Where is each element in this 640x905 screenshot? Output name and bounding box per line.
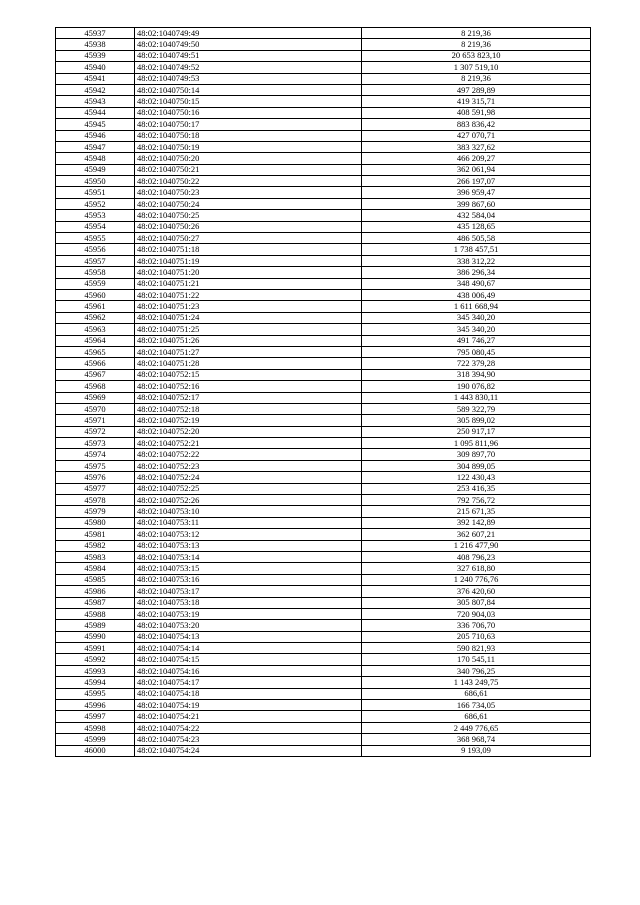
cadastral-value-cell: 1 443 830,11 <box>362 392 591 403</box>
row-number-cell: 45954 <box>56 221 135 232</box>
cadastral-value-cell: 305 899,02 <box>362 415 591 426</box>
cadastral-value-cell: 1 611 668,94 <box>362 301 591 312</box>
cadastral-value-cell: 338 312,22 <box>362 255 591 266</box>
table-row <box>56 381 591 392</box>
row-number-cell: 45979 <box>56 506 135 517</box>
cadastral-value-cell: 170 545,11 <box>362 654 591 665</box>
cadastral-value-cell: 215 671,35 <box>362 506 591 517</box>
cadastral-number-cell: 48:02:1040752:19 <box>135 415 362 426</box>
table-row <box>56 141 591 152</box>
cadastral-number-cell: 48:02:1040750:18 <box>135 130 362 141</box>
table-row <box>56 73 591 84</box>
cadastral-number-cell: 48:02:1040754:16 <box>135 665 362 676</box>
cadastral-number-cell: 48:02:1040753:18 <box>135 597 362 608</box>
row-number-cell: 45993 <box>56 665 135 676</box>
row-number-cell: 45946 <box>56 130 135 141</box>
row-number-cell: 45952 <box>56 198 135 209</box>
table-row <box>56 346 591 357</box>
cadastral-number-cell: 48:02:1040752:22 <box>135 449 362 460</box>
row-number-cell: 45955 <box>56 233 135 244</box>
table-row <box>56 665 591 676</box>
cadastral-value-cell: 318 394,90 <box>362 369 591 380</box>
table-row <box>56 620 591 631</box>
row-number-cell: 45940 <box>56 62 135 73</box>
table-row <box>56 677 591 688</box>
table-row <box>56 176 591 187</box>
row-number-cell: 45996 <box>56 700 135 711</box>
cadastral-value-cell: 362 061,94 <box>362 164 591 175</box>
cadastral-value-cell: 686,61 <box>362 711 591 722</box>
cadastral-number-cell: 48:02:1040753:13 <box>135 540 362 551</box>
row-number-cell: 45995 <box>56 688 135 699</box>
cadastral-value-cell: 253 416,35 <box>362 483 591 494</box>
cadastral-value-cell: 1 143 249,75 <box>362 677 591 688</box>
cadastral-number-cell: 48:02:1040750:14 <box>135 84 362 95</box>
cadastral-value-cell: 336 706,70 <box>362 620 591 631</box>
table-row <box>56 358 591 369</box>
table-row <box>56 289 591 300</box>
table-row <box>56 187 591 198</box>
cadastral-value-cell: 122 430,43 <box>362 472 591 483</box>
table-row <box>56 700 591 711</box>
row-number-cell: 45999 <box>56 734 135 745</box>
row-number-cell: 45956 <box>56 244 135 255</box>
table-row <box>56 244 591 255</box>
row-number-cell: 45983 <box>56 551 135 562</box>
table-row <box>56 107 591 118</box>
table-row <box>56 50 591 61</box>
table-row <box>56 460 591 471</box>
table-row <box>56 586 591 597</box>
row-number-cell: 45947 <box>56 141 135 152</box>
table-row <box>56 472 591 483</box>
cadastral-number-cell: 48:02:1040750:17 <box>135 119 362 130</box>
row-number-cell: 45944 <box>56 107 135 118</box>
row-number-cell: 45941 <box>56 73 135 84</box>
cadastral-number-cell: 48:02:1040753:11 <box>135 517 362 528</box>
cadastral-value-cell: 205 710,63 <box>362 631 591 642</box>
row-number-cell: 45969 <box>56 392 135 403</box>
cadastral-value-cell: 166 734,05 <box>362 700 591 711</box>
cadastral-number-cell: 48:02:1040749:53 <box>135 73 362 84</box>
cadastral-value-cell: 20 653 823,10 <box>362 50 591 61</box>
cadastral-number-cell: 48:02:1040753:15 <box>135 563 362 574</box>
cadastral-number-cell: 48:02:1040754:13 <box>135 631 362 642</box>
row-number-cell: 45989 <box>56 620 135 631</box>
cadastral-number-cell: 48:02:1040752:21 <box>135 438 362 449</box>
table-row <box>56 722 591 733</box>
cadastral-number-cell: 48:02:1040752:20 <box>135 426 362 437</box>
cadastral-number-cell: 48:02:1040750:25 <box>135 210 362 221</box>
row-number-cell: 45977 <box>56 483 135 494</box>
cadastral-value-cell: 396 959,47 <box>362 187 591 198</box>
table-row <box>56 267 591 278</box>
cadastral-value-cell: 590 821,93 <box>362 643 591 654</box>
row-number-cell: 45987 <box>56 597 135 608</box>
row-number-cell: 45950 <box>56 176 135 187</box>
row-number-cell: 45966 <box>56 358 135 369</box>
table-row <box>56 643 591 654</box>
row-number-cell: 45965 <box>56 346 135 357</box>
cadastral-value-cell: 399 867,60 <box>362 198 591 209</box>
table-row <box>56 608 591 619</box>
cadastral-number-cell: 48:02:1040753:17 <box>135 586 362 597</box>
cadastral-value-cell: 266 197,07 <box>362 176 591 187</box>
row-number-cell: 45943 <box>56 96 135 107</box>
cadastral-number-cell: 48:02:1040752:26 <box>135 495 362 506</box>
table-row <box>56 153 591 164</box>
table-row <box>56 506 591 517</box>
table-row <box>56 255 591 266</box>
row-number-cell: 45961 <box>56 301 135 312</box>
row-number-cell: 45997 <box>56 711 135 722</box>
cadastral-value-cell: 438 006,49 <box>362 289 591 300</box>
cadastral-number-cell: 48:02:1040754:15 <box>135 654 362 665</box>
cadastral-number-cell: 48:02:1040750:22 <box>135 176 362 187</box>
row-number-cell: 45949 <box>56 164 135 175</box>
table-row <box>56 495 591 506</box>
cadastral-value-cell: 1 240 776,76 <box>362 574 591 585</box>
table-row <box>56 301 591 312</box>
row-number-cell: 45967 <box>56 369 135 380</box>
cadastral-number-cell: 48:02:1040753:14 <box>135 551 362 562</box>
cadastral-number-cell: 48:02:1040751:23 <box>135 301 362 312</box>
cadastral-number-cell: 48:02:1040753:12 <box>135 529 362 540</box>
cadastral-number-cell: 48:02:1040750:26 <box>135 221 362 232</box>
row-number-cell: 46000 <box>56 745 135 756</box>
cadastral-number-cell: 48:02:1040751:25 <box>135 324 362 335</box>
cadastral-value-cell: 304 899,05 <box>362 460 591 471</box>
row-number-cell: 45994 <box>56 677 135 688</box>
row-number-cell: 45986 <box>56 586 135 597</box>
cadastral-number-cell: 48:02:1040750:15 <box>135 96 362 107</box>
cadastral-number-cell: 48:02:1040754:18 <box>135 688 362 699</box>
row-number-cell: 45960 <box>56 289 135 300</box>
cadastral-number-cell: 48:02:1040754:22 <box>135 722 362 733</box>
cadastral-number-cell: 48:02:1040749:50 <box>135 39 362 50</box>
table-row <box>56 335 591 346</box>
cadastral-number-cell: 48:02:1040754:14 <box>135 643 362 654</box>
table-row <box>56 164 591 175</box>
row-number-cell: 45972 <box>56 426 135 437</box>
table-row <box>56 688 591 699</box>
cadastral-value-cell: 2 449 776,65 <box>362 722 591 733</box>
table-row <box>56 392 591 403</box>
cadastral-value-cell: 686,61 <box>362 688 591 699</box>
cadastral-number-cell: 48:02:1040753:20 <box>135 620 362 631</box>
cadastral-number-cell: 48:02:1040749:49 <box>135 28 362 39</box>
cadastral-number-cell: 48:02:1040751:28 <box>135 358 362 369</box>
row-number-cell: 45974 <box>56 449 135 460</box>
table-row <box>56 631 591 642</box>
table-row <box>56 483 591 494</box>
table-row <box>56 734 591 745</box>
cadastral-value-cell: 348 490,67 <box>362 278 591 289</box>
cadastral-value-cell: 392 142,89 <box>362 517 591 528</box>
cadastral-value-cell: 486 505,58 <box>362 233 591 244</box>
cadastral-number-cell: 48:02:1040750:16 <box>135 107 362 118</box>
cadastral-number-cell: 48:02:1040754:21 <box>135 711 362 722</box>
cadastral-number-cell: 48:02:1040752:18 <box>135 403 362 414</box>
cadastral-value-cell: 345 340,20 <box>362 324 591 335</box>
table-row <box>56 233 591 244</box>
cadastral-number-cell: 48:02:1040752:24 <box>135 472 362 483</box>
table-row <box>56 62 591 73</box>
cadastral-value-cell: 795 080,45 <box>362 346 591 357</box>
row-number-cell: 45957 <box>56 255 135 266</box>
cadastral-number-cell: 48:02:1040753:19 <box>135 608 362 619</box>
row-number-cell: 45964 <box>56 335 135 346</box>
cadastral-number-cell: 48:02:1040754:19 <box>135 700 362 711</box>
cadastral-number-cell: 48:02:1040753:16 <box>135 574 362 585</box>
table-row <box>56 403 591 414</box>
table-row <box>56 529 591 540</box>
cadastral-value-cell: 408 591,98 <box>362 107 591 118</box>
row-number-cell: 45988 <box>56 608 135 619</box>
cadastral-value-cell: 327 618,80 <box>362 563 591 574</box>
table-row <box>56 711 591 722</box>
cadastral-value-cell: 497 289,89 <box>362 84 591 95</box>
cadastral-number-cell: 48:02:1040750:24 <box>135 198 362 209</box>
cadastral-value-cell: 383 327,62 <box>362 141 591 152</box>
row-number-cell: 45982 <box>56 540 135 551</box>
table-row <box>56 597 591 608</box>
table-row <box>56 426 591 437</box>
cadastral-value-cell: 1 307 519,10 <box>362 62 591 73</box>
cadastral-number-cell: 48:02:1040752:23 <box>135 460 362 471</box>
row-number-cell: 45976 <box>56 472 135 483</box>
cadastral-number-cell: 48:02:1040751:24 <box>135 312 362 323</box>
row-number-cell: 45945 <box>56 119 135 130</box>
row-number-cell: 45958 <box>56 267 135 278</box>
row-number-cell: 45968 <box>56 381 135 392</box>
row-number-cell: 45953 <box>56 210 135 221</box>
table-row <box>56 28 591 39</box>
cadastral-number-cell: 48:02:1040749:52 <box>135 62 362 73</box>
cadastral-number-cell: 48:02:1040749:51 <box>135 50 362 61</box>
row-number-cell: 45978 <box>56 495 135 506</box>
row-number-cell: 45962 <box>56 312 135 323</box>
cadastral-value-cell: 435 128,65 <box>362 221 591 232</box>
cadastral-value-cell: 386 296,34 <box>362 267 591 278</box>
table-row <box>56 415 591 426</box>
row-number-cell: 45948 <box>56 153 135 164</box>
cadastral-value-table <box>55 27 591 757</box>
cadastral-value-cell: 1 095 811,96 <box>362 438 591 449</box>
row-number-cell: 45942 <box>56 84 135 95</box>
table-body <box>56 28 591 757</box>
table-row <box>56 119 591 130</box>
cadastral-number-cell: 48:02:1040754:23 <box>135 734 362 745</box>
cadastral-number-cell: 48:02:1040751:27 <box>135 346 362 357</box>
cadastral-number-cell: 48:02:1040752:15 <box>135 369 362 380</box>
row-number-cell: 45998 <box>56 722 135 733</box>
cadastral-value-cell: 8 219,36 <box>362 28 591 39</box>
cadastral-value-cell: 883 836,42 <box>362 119 591 130</box>
table-row <box>56 324 591 335</box>
cadastral-number-cell: 48:02:1040750:21 <box>135 164 362 175</box>
row-number-cell: 45975 <box>56 460 135 471</box>
cadastral-value-cell: 9 193,09 <box>362 745 591 756</box>
table-row <box>56 39 591 50</box>
cadastral-value-cell: 589 322,79 <box>362 403 591 414</box>
table-row <box>56 551 591 562</box>
cadastral-value-cell: 427 070,71 <box>362 130 591 141</box>
table-row <box>56 540 591 551</box>
row-number-cell: 45980 <box>56 517 135 528</box>
cadastral-number-cell: 48:02:1040752:17 <box>135 392 362 403</box>
cadastral-value-cell: 408 796,23 <box>362 551 591 562</box>
cadastral-value-cell: 491 746,27 <box>362 335 591 346</box>
cadastral-number-cell: 48:02:1040754:17 <box>135 677 362 688</box>
cadastral-value-cell: 419 315,71 <box>362 96 591 107</box>
cadastral-value-cell: 250 917,17 <box>362 426 591 437</box>
table-row <box>56 221 591 232</box>
cadastral-number-cell: 48:02:1040753:10 <box>135 506 362 517</box>
row-number-cell: 45990 <box>56 631 135 642</box>
cadastral-number-cell: 48:02:1040754:24 <box>135 745 362 756</box>
cadastral-number-cell: 48:02:1040751:20 <box>135 267 362 278</box>
cadastral-number-cell: 48:02:1040751:26 <box>135 335 362 346</box>
cadastral-number-cell: 48:02:1040751:19 <box>135 255 362 266</box>
row-number-cell: 45985 <box>56 574 135 585</box>
cadastral-value-cell: 432 584,04 <box>362 210 591 221</box>
table-row <box>56 278 591 289</box>
row-number-cell: 45981 <box>56 529 135 540</box>
cadastral-number-cell: 48:02:1040752:25 <box>135 483 362 494</box>
row-number-cell: 45963 <box>56 324 135 335</box>
cadastral-value-cell: 1 216 477,90 <box>362 540 591 551</box>
cadastral-value-cell: 305 807,84 <box>362 597 591 608</box>
row-number-cell: 45937 <box>56 28 135 39</box>
table-row <box>56 198 591 209</box>
cadastral-value-cell: 376 420,60 <box>362 586 591 597</box>
cadastral-value-cell: 190 076,82 <box>362 381 591 392</box>
cadastral-value-cell: 792 756,72 <box>362 495 591 506</box>
row-number-cell: 45951 <box>56 187 135 198</box>
row-number-cell: 45973 <box>56 438 135 449</box>
table-row <box>56 745 591 756</box>
cadastral-value-cell: 345 340,20 <box>362 312 591 323</box>
table-row <box>56 517 591 528</box>
table-row <box>56 563 591 574</box>
table-row <box>56 312 591 323</box>
table-row <box>56 130 591 141</box>
cadastral-value-cell: 362 607,21 <box>362 529 591 540</box>
table-row <box>56 654 591 665</box>
cadastral-value-cell: 8 219,36 <box>362 39 591 50</box>
table-row <box>56 84 591 95</box>
cadastral-number-cell: 48:02:1040750:27 <box>135 233 362 244</box>
table-row <box>56 438 591 449</box>
row-number-cell: 45959 <box>56 278 135 289</box>
row-number-cell: 45938 <box>56 39 135 50</box>
table-row <box>56 369 591 380</box>
cadastral-number-cell: 48:02:1040751:18 <box>135 244 362 255</box>
cadastral-number-cell: 48:02:1040750:20 <box>135 153 362 164</box>
cadastral-number-cell: 48:02:1040750:23 <box>135 187 362 198</box>
cadastral-value-cell: 720 904,03 <box>362 608 591 619</box>
cadastral-value-cell: 340 796,25 <box>362 665 591 676</box>
cadastral-value-cell: 466 209,27 <box>362 153 591 164</box>
cadastral-value-cell: 1 738 457,51 <box>362 244 591 255</box>
row-number-cell: 45984 <box>56 563 135 574</box>
cadastral-value-cell: 309 897,70 <box>362 449 591 460</box>
row-number-cell: 45939 <box>56 50 135 61</box>
cadastral-number-cell: 48:02:1040751:21 <box>135 278 362 289</box>
cadastral-number-cell: 48:02:1040752:16 <box>135 381 362 392</box>
table-row <box>56 574 591 585</box>
cadastral-value-cell: 722 379,28 <box>362 358 591 369</box>
table-row <box>56 210 591 221</box>
cadastral-value-cell: 368 968,74 <box>362 734 591 745</box>
row-number-cell: 45991 <box>56 643 135 654</box>
cadastral-number-cell: 48:02:1040751:22 <box>135 289 362 300</box>
row-number-cell: 45971 <box>56 415 135 426</box>
table-row <box>56 449 591 460</box>
cadastral-number-cell: 48:02:1040750:19 <box>135 141 362 152</box>
table-row <box>56 96 591 107</box>
row-number-cell: 45970 <box>56 403 135 414</box>
cadastral-value-cell: 8 219,36 <box>362 73 591 84</box>
row-number-cell: 45992 <box>56 654 135 665</box>
